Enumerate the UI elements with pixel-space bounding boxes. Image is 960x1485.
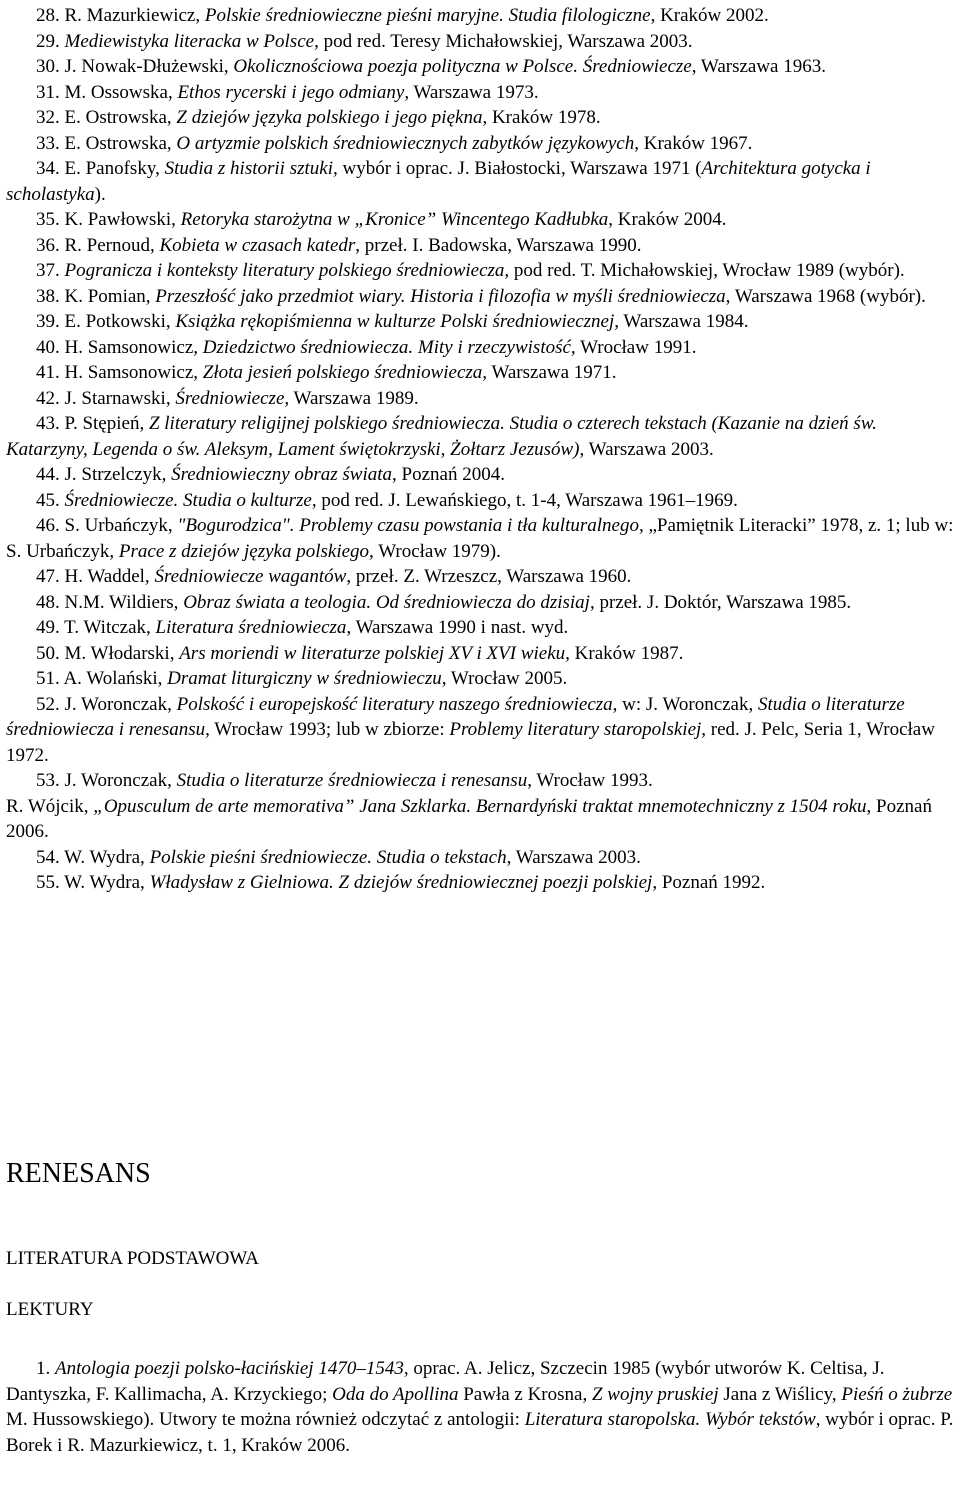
entry-number: 52. bbox=[36, 693, 60, 715]
entry-text: M. Hussowskiego). Utwory te można również odczytać z antologii: bbox=[6, 1409, 525, 1430]
list-item bbox=[6, 794, 956, 845]
entry-text: , Poznań 2006. bbox=[6, 795, 932, 842]
list-item bbox=[6, 411, 956, 462]
entry-text: , Wrocław 1993. bbox=[527, 770, 653, 791]
list-item bbox=[6, 590, 956, 616]
entry-number: 46. bbox=[36, 515, 60, 536]
list-item bbox=[6, 207, 956, 233]
entry-text: , wybór i oprac. P. Borek i R. Mazurkiewicz, t. 1, Kraków 2006. bbox=[6, 1409, 954, 1456]
entry-title-text: Okolicznościowa poezja polityczna w Polsce. Średniowiecze bbox=[233, 56, 692, 77]
entry-title-text: Antologia poezji polsko-łacińskiej 1470–1543 bbox=[55, 1358, 404, 1379]
entry-number: 31. bbox=[36, 81, 60, 103]
list-item bbox=[6, 386, 956, 412]
entry-text: , Kraków 2004. bbox=[608, 209, 727, 230]
entry-number: 42. bbox=[36, 387, 60, 409]
entry-text: R. Pernoud, bbox=[59, 234, 160, 256]
entry-number: 34. bbox=[36, 158, 60, 179]
list-item bbox=[6, 3, 956, 29]
list-item bbox=[6, 462, 956, 488]
list-item bbox=[6, 845, 956, 871]
entry-title-text: Dramat liturgiczny w średniowieczu bbox=[167, 668, 442, 689]
entry-title-text: Architektura gotycka i scholastyka bbox=[6, 158, 871, 205]
entry-text: H. Waddel, bbox=[59, 566, 155, 587]
entry-text: E. Ostrowska, bbox=[59, 132, 177, 154]
entry-number: 28. bbox=[36, 5, 60, 26]
entry-text: , pod red. Teresy Michałowskiej, Warszawa 2003. bbox=[314, 30, 693, 52]
list-item bbox=[6, 258, 956, 284]
list-item bbox=[6, 615, 956, 641]
entry-text: , przeł. J. Doktór, Warszawa 1985. bbox=[589, 591, 852, 613]
entry-text: , przeł. I. Badowska, Warszawa 1990. bbox=[355, 234, 642, 256]
entry-number: 55. bbox=[36, 872, 60, 893]
entry-text: Wrocław 1979). bbox=[373, 540, 501, 562]
entry-number: 1. bbox=[36, 1358, 51, 1379]
entry-number: 43. bbox=[36, 413, 60, 434]
entry-title-text: Polskie pieśni średniowiecze. Studia o tekstach bbox=[149, 846, 507, 868]
list-item bbox=[6, 156, 956, 207]
entry-number: 36. bbox=[36, 234, 60, 256]
entry-number: 37. bbox=[36, 260, 60, 281]
entry-title-text: Studia o literaturze średniowiecza i renesansu bbox=[6, 693, 905, 740]
entry-title-text: Pieśń o żubrze bbox=[841, 1383, 953, 1405]
entry-text: , oprac. A. Jelicz, Szczecin 1985 (wybór utworów K. Celtisa, J. Dantyszka, F. Kallimacha, A. Krzyckiego; bbox=[6, 1358, 885, 1405]
entry-title-text: Średniowiecze. Studia o kulturze bbox=[64, 489, 312, 511]
section-title: RENESANS bbox=[6, 1158, 151, 1189]
entry-text: , w: J. Woronczak, bbox=[612, 693, 758, 715]
entry-number: 30. bbox=[36, 56, 60, 77]
entry-title-text: Mediewistyka literacka w Polsce bbox=[64, 30, 315, 52]
entry-text: , wybór i oprac. J. Białostocki, Warszawa 1971 ( bbox=[332, 158, 702, 179]
entry-number: 53. bbox=[36, 770, 60, 791]
entry-title-text: Literatura staropolska. Wybór tekstów bbox=[524, 1409, 816, 1430]
entry-text: , Kraków 2002. bbox=[650, 5, 769, 26]
entry-text: , Warszawa 1968 (wybór). bbox=[725, 285, 926, 307]
entry-title-text: Ars moriendi w literaturze polskiej XV i XVI wieku, bbox=[179, 642, 570, 664]
entry-number: 49. bbox=[36, 617, 60, 638]
entry-text: , red. J. Pelc, Seria 1, Wrocław 1972. bbox=[6, 719, 935, 766]
entry-number: 39. bbox=[36, 311, 60, 332]
entry-text: J. Strzelczyk, bbox=[59, 464, 172, 485]
entry-text: ). bbox=[94, 183, 106, 205]
entry-text: Pawła z Krosna, bbox=[458, 1383, 592, 1405]
entry-text: , Warszawa 1973. bbox=[404, 81, 539, 103]
entry-text: R. Wójcik, bbox=[6, 795, 94, 817]
entry-text: Warszawa 1984. bbox=[619, 311, 749, 332]
entry-text: , Kraków 1978. bbox=[482, 107, 601, 128]
entry-text: P. Stępień, bbox=[59, 413, 149, 434]
entry-text: Jana z Wiślicy, bbox=[718, 1383, 842, 1405]
list-item bbox=[6, 309, 956, 335]
entry-title-text: Studia o literaturze średniowiecza i renesansu bbox=[176, 770, 528, 791]
entry-title-text: „Opusculum de arte memorativa” Jana Szklarka. Bernardyński traktat mnemotechniczny z 1504 roku bbox=[93, 795, 867, 817]
entry-title-text: Polskie średniowieczne pieśni maryjne. Studia filologiczne bbox=[204, 5, 651, 26]
entry-title-text: Przeszłość jako przedmiot wiary. Historia i filozofia w myśli średniowiecza bbox=[155, 285, 726, 307]
list-item bbox=[6, 692, 956, 769]
list-item bbox=[6, 131, 956, 157]
entry-text: R. Mazurkiewicz, bbox=[59, 5, 205, 26]
entry-text: J. Nowak-Dłużewski, bbox=[59, 56, 234, 77]
entry-number: 50. bbox=[36, 642, 60, 664]
entry-number: 38. bbox=[36, 285, 60, 307]
entry-text: J. Woronczak, bbox=[59, 693, 177, 715]
entry-title-text: Studia z historii sztuki bbox=[164, 158, 333, 179]
entry-number: 40. bbox=[36, 336, 60, 358]
entry-text: , Warszawa 1990 i nast. wyd. bbox=[346, 617, 569, 638]
list-item bbox=[6, 233, 956, 259]
list-item bbox=[6, 666, 956, 692]
entry-text: A. Wolański, bbox=[59, 668, 168, 689]
entry-text: , Warszawa 2003. bbox=[579, 438, 714, 460]
entry-title-text: Władysław z Gielniowa. Z dziejów średniowiecznej poezji polskiej bbox=[149, 872, 653, 893]
entry-text: Kraków 1987. bbox=[569, 642, 684, 664]
list-item bbox=[6, 488, 956, 514]
entry-title-text: Prace z dziejów języka polskiego, bbox=[118, 540, 374, 562]
list-item bbox=[6, 335, 956, 361]
entry-text: E. Potkowski, bbox=[59, 311, 176, 332]
list-item bbox=[6, 513, 956, 564]
entry-number: 48. bbox=[36, 591, 60, 613]
entry-title-text: Ethos rycerski i jego odmiany bbox=[177, 81, 405, 103]
entry-text: H. Samsonowicz, bbox=[59, 362, 203, 383]
literature-heading: LITERATURA PODSTAWOWA bbox=[6, 1248, 259, 1269]
lektury-list bbox=[6, 1356, 960, 1458]
entry-number: 47. bbox=[36, 566, 60, 587]
entry-text: Wrocław 1991. bbox=[575, 336, 697, 358]
entry-text: , pod red. J. Lewańskiego, t. 1-4, Warszawa 1961–1969. bbox=[311, 489, 738, 511]
list-item bbox=[6, 29, 956, 55]
entry-text: , Wrocław 2005. bbox=[441, 668, 568, 689]
entry-title-text: Oda do Apollina bbox=[332, 1383, 459, 1405]
entry-text: , Warszawa 2003. bbox=[506, 846, 641, 868]
entry-text: J. Starnawski, bbox=[59, 387, 176, 409]
entry-text: E. Panofsky, bbox=[59, 158, 165, 179]
entry-number: 41. bbox=[36, 362, 60, 383]
entry-text: T. Witczak, bbox=[59, 617, 156, 638]
entry-text: Warszawa 1989. bbox=[289, 387, 419, 409]
entry-title-text: Literatura średniowiecza bbox=[155, 617, 347, 638]
bibliography-list bbox=[6, 0, 956, 896]
document-page bbox=[6, 0, 956, 1456]
list-item bbox=[6, 1356, 960, 1458]
entry-text: H. Samsonowicz, bbox=[59, 336, 203, 358]
entry-text: , Wrocław 1993; lub w zbiorze: bbox=[205, 719, 450, 740]
entry-text: J. Woronczak, bbox=[59, 770, 177, 791]
entry-number: 51. bbox=[36, 668, 60, 689]
entry-title-text: Polskość i europejskość literatury naszego średniowiecza bbox=[176, 693, 613, 715]
entry-text: , Poznań 1992. bbox=[652, 872, 766, 893]
entry-title-text: Dziedzictwo średniowiecza. Mity i rzeczywistość, bbox=[202, 336, 576, 358]
entry-title-text: Pogranicza i konteksty literatury polskiego średniowiecza, bbox=[64, 260, 510, 281]
entry-text: S. Urbańczyk, bbox=[59, 515, 178, 536]
entry-title-text: Z literatury religijnej polskiego średniowiecza. Studia o czterech tekstach (Kazanie na dzień św. Katarzyny, Legenda o św. Aleksym, Lament świętokrzyski, Żołtarz Jezusów) bbox=[6, 413, 877, 460]
entry-title-text: Z wojny pruskiej bbox=[591, 1383, 719, 1405]
entry-text: N.M. Wildiers, bbox=[59, 591, 184, 613]
entry-text: , Poznań 2004. bbox=[392, 464, 505, 485]
list-item bbox=[6, 80, 956, 106]
entry-title-text: O artyzmie polskich średniowiecznych zabytków językowych bbox=[176, 132, 635, 154]
entry-number: 35. bbox=[36, 209, 60, 230]
lektury-heading: LEKTURY bbox=[6, 1299, 94, 1320]
entry-text: W. Wydra, bbox=[59, 846, 150, 868]
entry-title-text: Średniowiecze, bbox=[175, 387, 290, 409]
entry-title-text: Złota jesień polskiego średniowiecza, bbox=[202, 362, 488, 383]
entry-text: E. Ostrowska, bbox=[59, 107, 177, 128]
list-item bbox=[6, 105, 956, 131]
entry-text: M. Ossowska, bbox=[59, 81, 178, 103]
list-item bbox=[6, 54, 956, 80]
entry-title-text: Z dziejów języka polskiego i jego piękna bbox=[176, 107, 483, 128]
entry-title-text: Retoryka starożytna w „Kronice” Wincentego Kadłubka bbox=[180, 209, 609, 230]
entry-title-text: Książka rękopiśmienna w kulturze Polski średniowiecznej, bbox=[175, 311, 619, 332]
entry-text: , Kraków 1967. bbox=[634, 132, 753, 154]
entry-text: , przeł. Z. Wrzeszcz, Warszawa 1960. bbox=[346, 566, 632, 587]
entry-text: „Pamiętnik Literacki” 1978, z. 1; lub w: S. Urbańczyk, bbox=[6, 515, 954, 562]
entry-text: W. Wydra, bbox=[59, 872, 150, 893]
list-item bbox=[6, 284, 956, 310]
list-item bbox=[6, 870, 956, 896]
entry-number: 54. bbox=[36, 846, 60, 868]
list-item bbox=[6, 360, 956, 386]
entry-number: 29. bbox=[36, 30, 60, 52]
entry-number: 33. bbox=[36, 132, 60, 154]
entry-text: pod red. T. Michałowskiej, Wrocław 1989 (wybór). bbox=[509, 260, 905, 281]
entry-title-text: Obraz świata a teologia. Od średniowiecza do dzisiaj bbox=[183, 591, 590, 613]
list-item bbox=[6, 768, 956, 794]
entry-number: 44. bbox=[36, 464, 60, 485]
entry-text: K. Pomian, bbox=[59, 285, 156, 307]
entry-text: , Warszawa 1963. bbox=[691, 56, 826, 77]
list-item bbox=[6, 564, 956, 590]
entry-title-text: Kobieta w czasach katedr bbox=[159, 234, 356, 256]
entry-number: 32. bbox=[36, 107, 60, 128]
entry-text: Warszawa 1971. bbox=[487, 362, 617, 383]
entry-title-text: Średniowieczny obraz świata bbox=[171, 464, 393, 485]
entry-title-text: Średniowiecze wagantów bbox=[154, 566, 347, 587]
list-item bbox=[6, 641, 956, 667]
entry-title-text: "Bogurodzica". Problemy czasu powstania i tła kulturalnego, bbox=[177, 515, 644, 536]
entry-number: 45. bbox=[36, 489, 60, 511]
entry-text: M. Włodarski, bbox=[59, 642, 180, 664]
entry-title-text: Problemy literatury staropolskiej bbox=[449, 719, 702, 740]
entry-text: K. Pawłowski, bbox=[59, 209, 181, 230]
